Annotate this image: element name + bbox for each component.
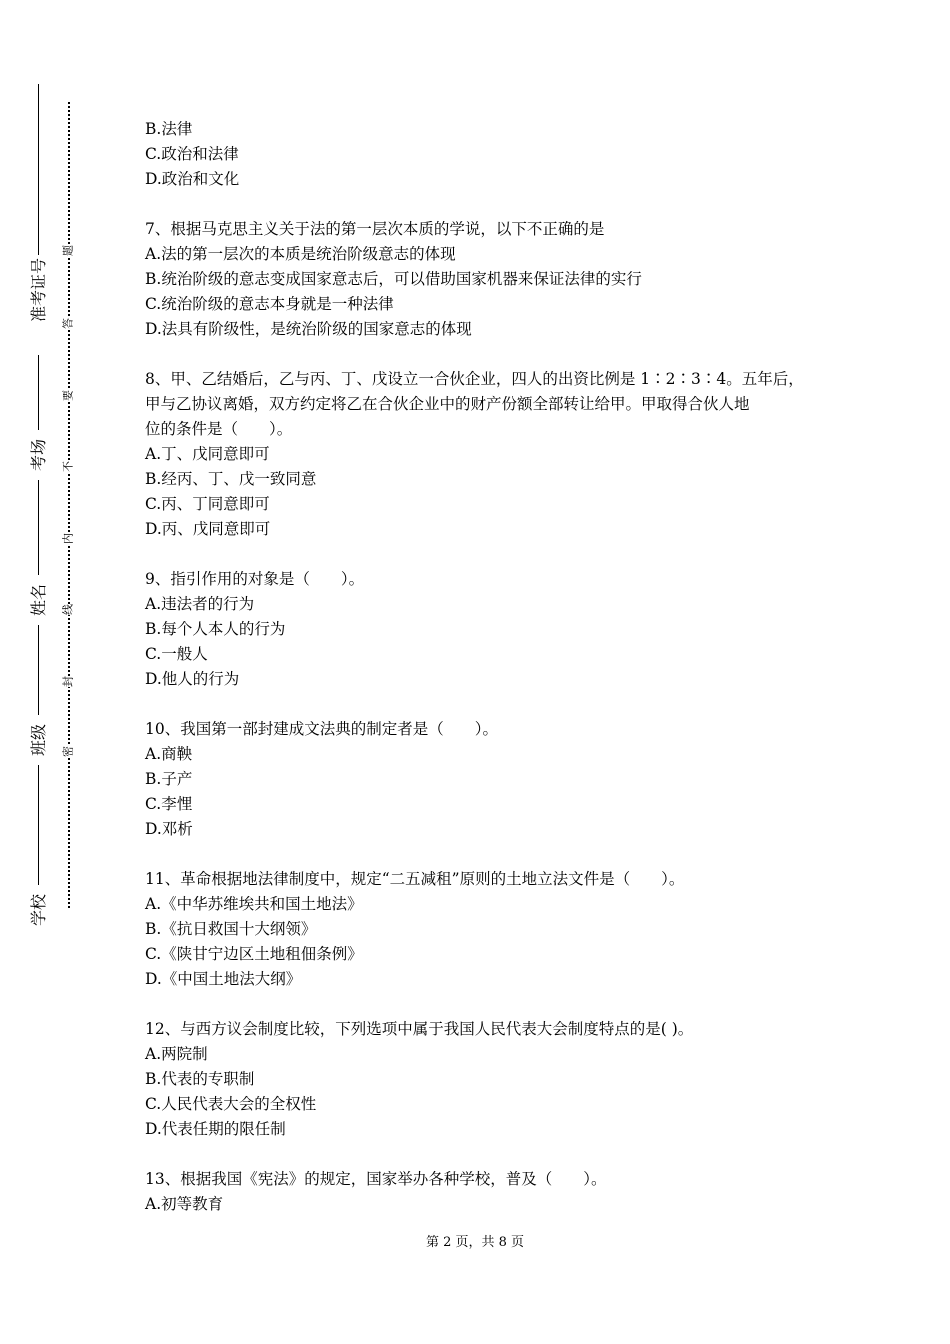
answer-option: A.丁、戊同意即可 — [145, 445, 270, 463]
question-text: 位的条件是（ ）。 — [145, 420, 293, 438]
seal-char: 内 — [61, 533, 75, 544]
answer-option: A.初等教育 — [145, 1195, 224, 1213]
answer-option: C.李悝 — [145, 795, 193, 813]
answer-option: C.丙、丁同意即可 — [145, 495, 270, 513]
answer-option: D.他人的行为 — [145, 670, 240, 688]
question-text: 甲与乙协议离婚，双方约定将乙在合伙企业中的财产份额全部转让给甲。甲取得合伙人地 — [145, 395, 750, 413]
seal-char: 题 — [61, 245, 75, 256]
blank-line — [145, 842, 835, 867]
label-school: 学校 — [22, 885, 56, 935]
answer-option: A.两院制 — [145, 1045, 208, 1063]
answer-option: B.代表的专职制 — [145, 1070, 255, 1088]
answer-option: B.经丙、丁、戊一致同意 — [145, 470, 317, 488]
answer-option: A.商鞅 — [145, 745, 193, 763]
seal-char: 答 — [61, 318, 75, 329]
blank-line — [145, 1142, 835, 1167]
answer-option: D.邓析 — [145, 820, 193, 838]
seal-char: 要 — [61, 390, 75, 401]
label-name: 姓名 — [22, 575, 56, 625]
answer-option: B.统治阶级的意志变成国家意志后，可以借助国家机器来保证法律的实行 — [145, 270, 642, 288]
seal-char: 不 — [61, 461, 75, 472]
answer-option: C.一般人 — [145, 645, 208, 663]
answer-option: A.违法者的行为 — [145, 595, 255, 613]
binding-margin — [0, 0, 110, 1344]
exam-content — [145, 117, 835, 1217]
answer-option: B.每个人本人的行为 — [145, 620, 286, 638]
blank-line — [145, 692, 835, 717]
answer-option: D.法具有阶级性，是统治阶级的国家意志的体现 — [145, 320, 472, 338]
seal-char: 密 — [61, 746, 75, 757]
blank-line — [145, 992, 835, 1017]
answer-option: C.《陕甘宁边区土地租佃条例》 — [145, 945, 363, 963]
answer-option: D.代表任期的限任制 — [145, 1120, 286, 1138]
page-footer: 第 2 页，共 8 页 — [425, 1235, 525, 1250]
answer-option: C.政治和法律 — [145, 145, 239, 163]
seal-char: 线 — [61, 604, 75, 615]
answer-option: D.政治和文化 — [145, 170, 240, 188]
answer-option: B.法律 — [145, 120, 193, 138]
question-stem: 12、与西方议会制度比较，下列选项中属于我国人民代表大会制度特点的是( )。 — [145, 1020, 694, 1038]
seal-char: 封 — [61, 676, 75, 687]
answer-option: A.法的第一层次的本质是统治阶级意志的体现 — [145, 245, 456, 263]
question-stem: 13、根据我国《宪法》的规定，国家举办各种学校，普及（ ）。 — [145, 1170, 607, 1188]
answer-option: C.统治阶级的意志本身就是一种法律 — [145, 295, 394, 313]
answer-option: D.《中国土地法大纲》 — [145, 970, 302, 988]
answer-option: C.人民代表大会的全权性 — [145, 1095, 317, 1113]
question-stem: 7、根据马克思主义关于法的第一层次本质的学说，以下不正确的是 — [145, 220, 605, 238]
label-exam-room: 考场 — [22, 430, 56, 480]
question-stem: 11、革命根据地法律制度中，规定“二五减租”原则的土地立法文件是（ ）。 — [145, 870, 685, 888]
seal-dotted-line — [68, 102, 70, 908]
answer-option: D.丙、戊同意即可 — [145, 520, 271, 538]
answer-option: A.《中华苏维埃共和国土地法》 — [145, 895, 363, 913]
question-stem: 8、甲、乙结婚后，乙与丙、丁、戊设立一合伙企业，四人的出资比例是 1∶2∶3∶4。五年后， — [145, 370, 804, 388]
answer-option: B.子产 — [145, 770, 193, 788]
label-exam-number: 准考证号 — [22, 255, 56, 355]
blank-line — [145, 192, 835, 217]
label-class: 班级 — [22, 715, 56, 765]
binding-solid-line — [38, 84, 39, 924]
blank-line — [145, 542, 835, 567]
answer-option: B.《抗日救国十大纲领》 — [145, 920, 317, 938]
blank-line — [145, 342, 835, 367]
question-stem: 9、指引作用的对象是（ ）。 — [145, 570, 365, 588]
question-stem: 10、我国第一部封建成文法典的制定者是（ ）。 — [145, 720, 498, 738]
